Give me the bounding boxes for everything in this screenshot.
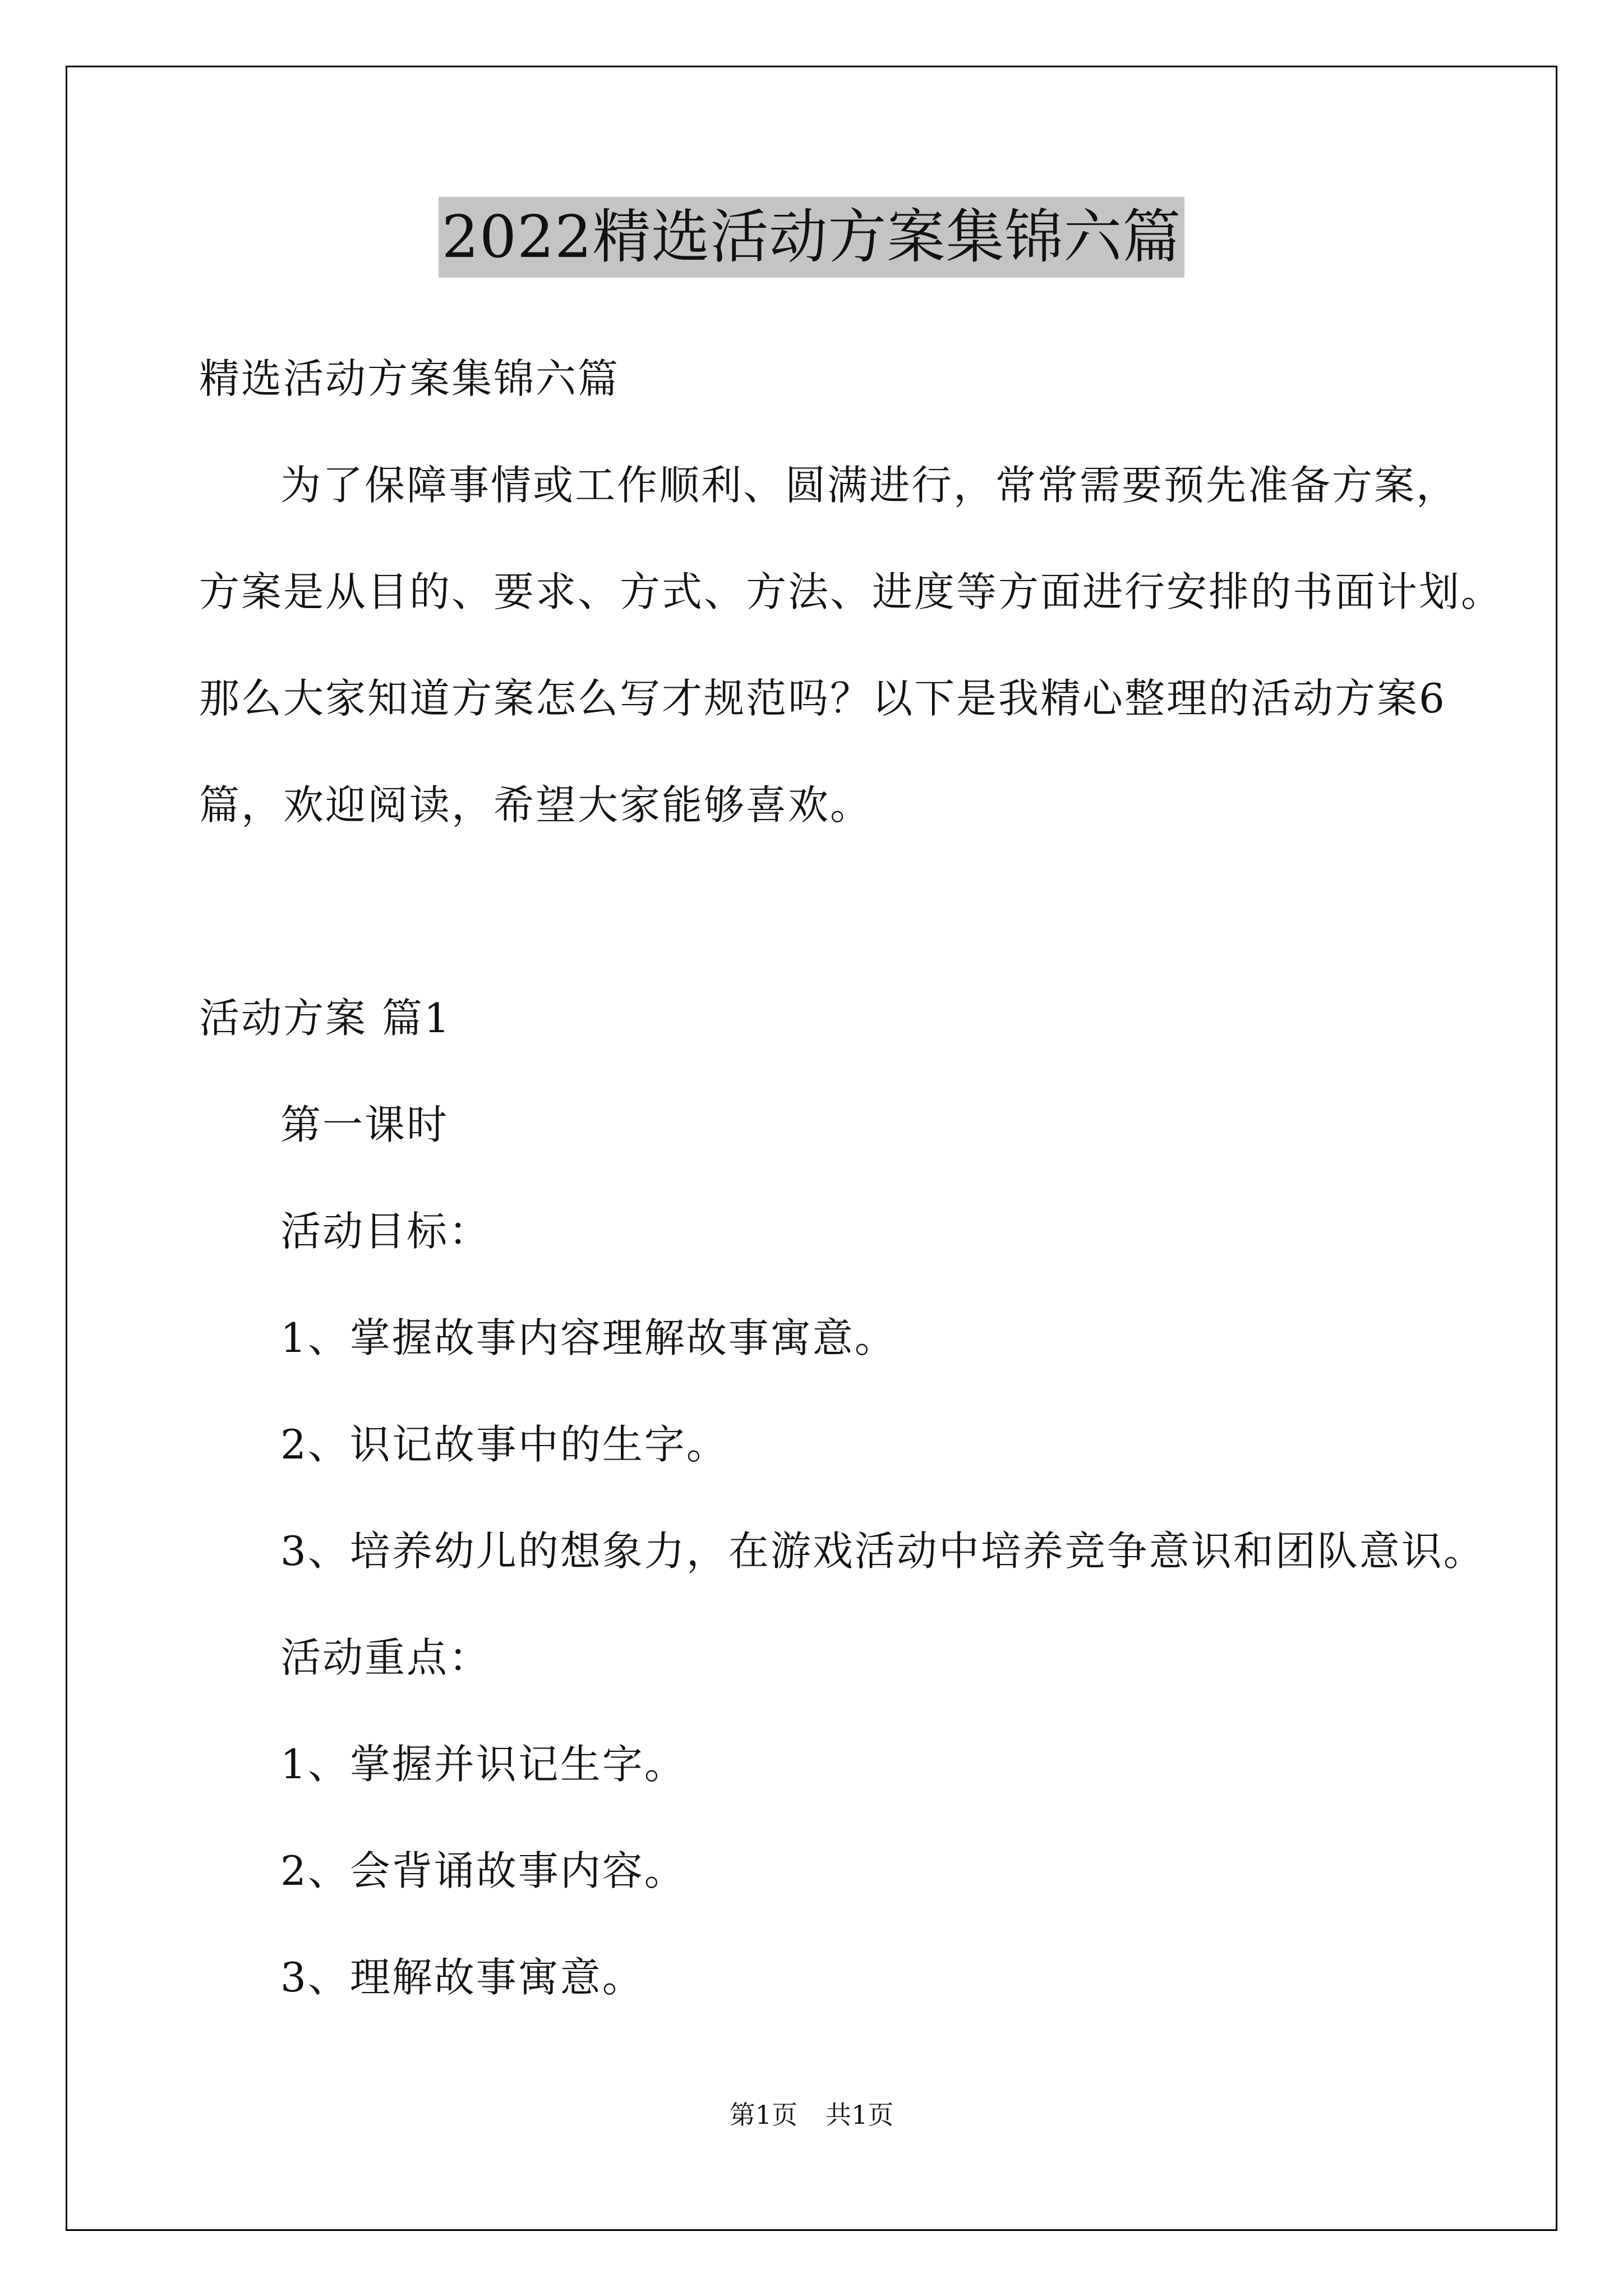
body-line-3: 1、掌握故事内容理解故事寓意。 bbox=[280, 1314, 897, 1361]
page-footer bbox=[0, 2098, 1623, 2132]
intro-line-2: 方案是从目的、要求、方式、方法、进度等方面进行安排的书面计划。 bbox=[199, 568, 1504, 615]
footer-page-current: 第1页 bbox=[729, 2100, 797, 2130]
intro-line-3: 那么大家知道方案怎么写才规范吗？以下是我精心整理的活动方案6 bbox=[199, 675, 1446, 722]
section-heading: 活动方案 篇1 bbox=[199, 995, 451, 1042]
document-title bbox=[0, 197, 1623, 276]
body-line-7: 1、掌握并识记生字。 bbox=[280, 1741, 686, 1788]
body-line-4: 2、识记故事中的生字。 bbox=[280, 1421, 728, 1468]
body-line-1: 第一课时 bbox=[280, 1101, 449, 1148]
body-line-9: 3、理解故事寓意。 bbox=[280, 1954, 644, 2001]
document-subtitle: 精选活动方案集锦六篇 bbox=[199, 355, 620, 402]
intro-line-4: 篇，欢迎阅读，希望大家能够喜欢。 bbox=[199, 781, 873, 829]
document-title-text: 2022精选活动方案集锦六篇 bbox=[439, 197, 1185, 278]
body-line-6: 活动重点： bbox=[280, 1634, 491, 1681]
footer-page-total: 共1页 bbox=[826, 2100, 894, 2130]
body-line-8: 2、会背诵故事内容。 bbox=[280, 1847, 686, 1894]
body-line-2: 活动目标： bbox=[280, 1208, 491, 1255]
body-line-5: 3、培养幼儿的想象力，在游戏活动中培养竞争意识和团队意识。 bbox=[280, 1527, 1486, 1575]
intro-line-1: 为了保障事情或工作顺利、圆满进行，常常需要预先准备方案， bbox=[280, 462, 1459, 509]
